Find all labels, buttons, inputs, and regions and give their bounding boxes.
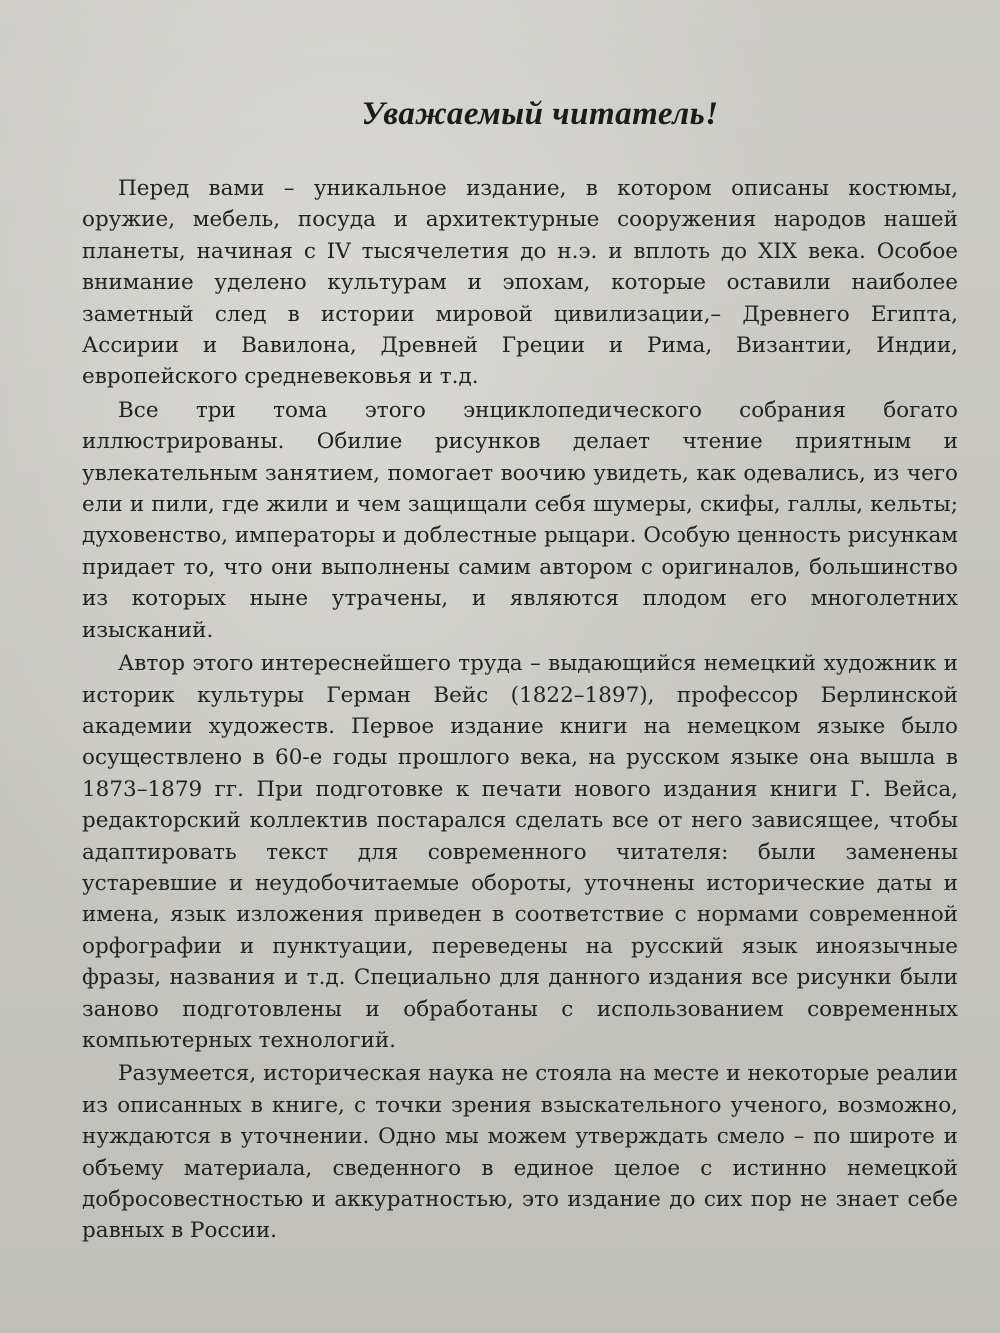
paragraph-intro: Перед вами – уникальное издание, в котором описаны костюмы, оружие, мебель, посуда и архитектурные сооружения народов нашей планеты, начиная с IV тысячелетия до н.э. и вплоть до XIX века. Особое внимание уделено культурам и эпохам, которые оставили наиболее заметный след в истории мировой цивилизации,– Древнего Египта, Ассирии и Вавилона, Древней Греции и Рима, Византии, Индии, европейского средневековья и т.д.	[82, 176, 958, 390]
paragraph-illustrations: Все три тома этого энциклопедического собрания богато иллюстрированы. Обилие рисунков делает чтение приятным и увлекательным занятием, помогает воочию увидеть, как одевались, из чего ели и пили, где жили и чем защищали себя шумеры, скифы, галлы, кельты; духовенство, императоры и доблестные рыцари. Особую ценность рисункам придает то, что они выполнены самим автором с оригиналов, большинство из которых ныне утрачены, и являются плодом его многолетних изысканий.	[82, 397, 958, 643]
paragraph-author: Автор этого интереснейшего труда – выдающийся немецкий художник и историк культуры Герман Вейс (1822–1897), профессор Берлинской академии художеств. Первое издание книги на немецком языке было осуществлено в 60-е годы прошлого века, на русском языке она вышла в 1873–1879 гг. При подготовке к печати нового издания книги Г. Вейса, редакторский коллектив постарался сделать все от него зависящее, чтобы адаптировать текст для современного читателя: были заменены устаревшие и неудобочитаемые обороты, уточнены исторические даты и имена, язык изложения приведен в соответствие с нормами современной орфографии и пунктуации, переведены на русский язык иноязычные фразы, названия и т.д. Специально для данного издания все рисунки были заново подготовлены и обработаны с использованием современных компьютерных технологий.	[82, 651, 958, 1053]
paragraph-conclusion: Разумеется, историческая наука не стояла на месте и некоторые реалии из описанных в книге, с точки зрения взыскательного ученого, возможно, нуждаются в уточнении. Одно мы можем утверждать смело – по широте и объему материала, сведенного в единое целое с истинно немецкой добросовестностью и аккуратностью, это издание до сих пор не знает себе равных в России.	[82, 1061, 958, 1244]
page-title: Уважаемый читатель!	[361, 96, 719, 132]
